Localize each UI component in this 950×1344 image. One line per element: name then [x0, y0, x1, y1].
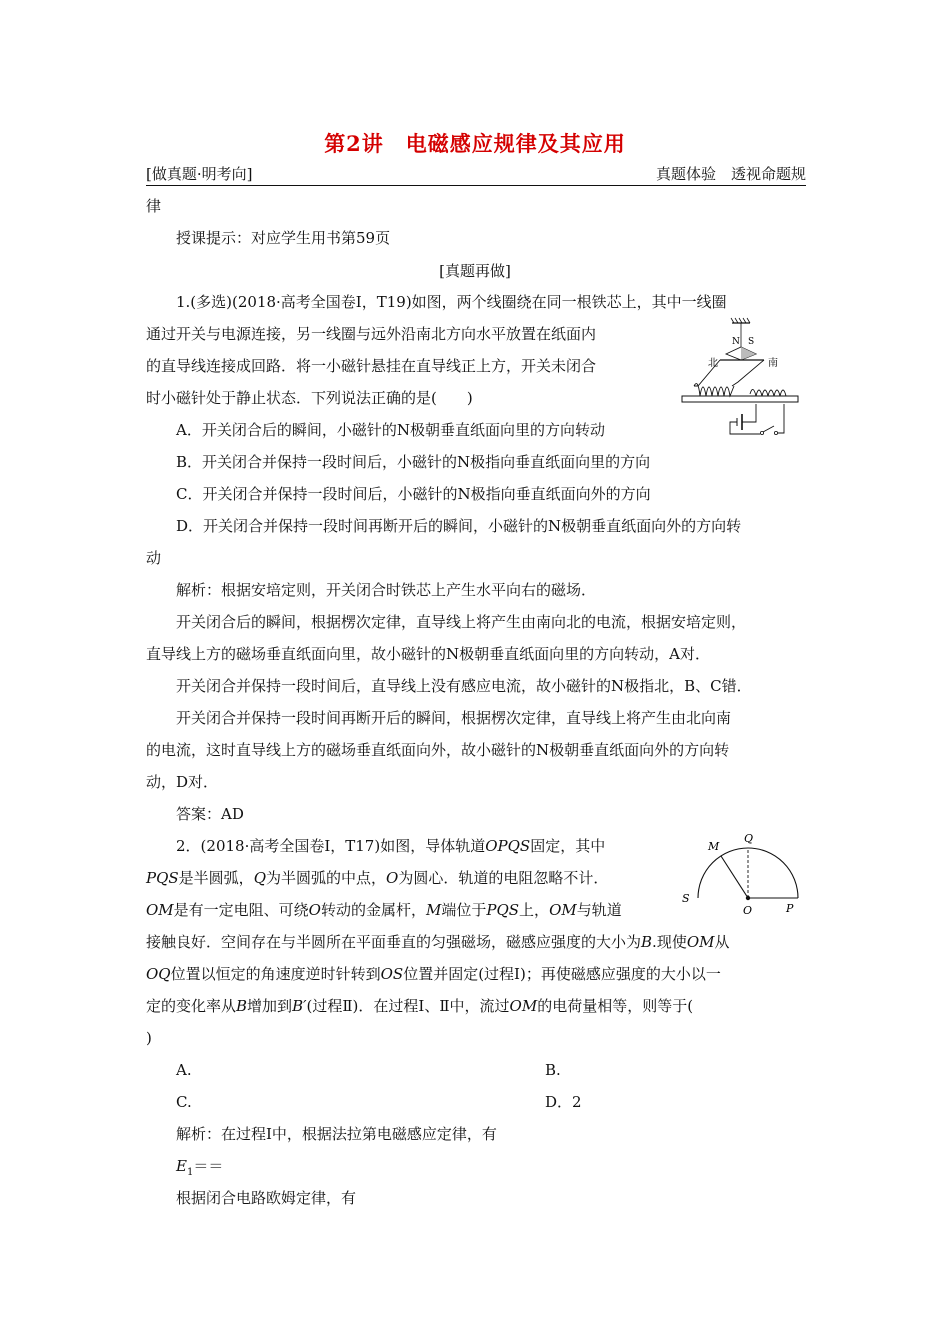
q2-stem-line3: OM是有一定电阻、可绕O转动的金属杆，M端位于PQS上，OM与轨道 [146, 901, 622, 919]
q2-stem-line4: 接触良好．空间存在与半圆所在平面垂直的匀强磁场，磁感应强度的大小为B.现使OM从 [146, 933, 730, 951]
q1-solution-3: 开关闭合并保持一段时间后，直导线上没有感应电流，故小磁针的N极指北，B、C错． [176, 677, 752, 695]
fig1-south-label: 南 [768, 358, 778, 369]
q1-stem-line4: 时小磁针处于静止状态．下列说法正确的是( ) [146, 389, 473, 407]
fig1-north-label: 北 [708, 358, 718, 369]
q2-solution-1: 解析：在过程Ⅰ中，根据法拉第电磁感应定律，有 [176, 1125, 497, 1143]
q2-stem-line7: ) [146, 1029, 152, 1047]
q1-stem-line1: 1.(多选)(2018·高考全国卷Ⅰ，T19)如图，两个线圈绕在同一根铁芯上，其中一线圈 [176, 293, 727, 311]
q1-option-a: A．开关闭合后的瞬间，小磁针的N极朝垂直纸面向里的方向转动 [176, 421, 605, 439]
q2-stem-line1: 2．(2018·高考全国卷Ⅰ，T17)如图，导体轨道OPQS固定，其中 [176, 837, 606, 855]
q1-option-d-line2: 动 [146, 549, 162, 567]
q1-option-d-line1: D．开关闭合并保持一段时间再断开后的瞬间，小磁针的N极朝垂直纸面向外的方向转 [176, 517, 742, 535]
fig1-n-label: N [732, 337, 740, 347]
hint-text: 授课提示：对应学生用书第59页 [176, 229, 391, 247]
q1-solution-2a: 开关闭合后的瞬间，根据楞次定律，直导线上将产生由南向北的电流，根据安培定则， [176, 613, 747, 631]
q1-stem-line2: 通过开关与电源连接，另一线圈与远外沿南北方向水平放置在纸面内 [146, 325, 597, 343]
q1-answer: 答案：AD [176, 805, 244, 823]
q2-stem-line2: PQS是半圆弧，Q为半圆弧的中点，O为圆心．轨道的电阻忽略不计． [146, 869, 609, 887]
q1-solution-1: 解析：根据安培定则，开关闭合时铁芯上产生水平向右的磁场． [176, 581, 597, 599]
q1-option-b: B．开关闭合并保持一段时间后，小磁针的N极指向垂直纸面向里的方向 [176, 453, 651, 471]
fig2-p-label: P [786, 902, 794, 915]
q2-figure-semicircle [676, 828, 806, 918]
fig2-m-label: M [708, 840, 720, 853]
fig1-s-label: S [748, 337, 755, 347]
q2-stem-line5: OQ位置以恒定的角速度逆时针转到OS位置并固定(过程Ⅰ)；再使磁感应强度的大小以一 [146, 965, 721, 983]
q2-solution-2: $E_1==$ [176, 1157, 224, 1178]
header-right: 真题体验 透视命题规 [655, 165, 806, 183]
q1-option-c: C．开关闭合并保持一段时间后，小磁针的N极指向垂直纸面向外的方向 [176, 485, 651, 503]
q2-option-b: B. [545, 1061, 561, 1079]
section-header [146, 163, 806, 186]
section-label: [真题再做] [439, 262, 511, 280]
q1-solution-4a: 开关闭合并保持一段时间再断开后的瞬间，根据楞次定律，直导线上将产生由北向南 [176, 709, 732, 727]
q1-figure-coil-circuit [680, 316, 815, 441]
fig2-q-label: Q [744, 832, 754, 845]
header-left: [做真题·明考向] [146, 165, 253, 183]
page-title: 第2讲 电磁感应规律及其应用 [324, 131, 626, 156]
q1-solution-2b: 直导线上方的磁场垂直纸面向里，故小磁针的N极朝垂直纸面向里的方向转动，A对． [146, 645, 710, 663]
header-wrap: 律 [146, 197, 162, 215]
q1-stem-line3: 的直导线连接成回路．将一小磁针悬挂在直导线正上方，开关未闭合 [146, 357, 597, 375]
q2-option-d: D．2 [545, 1093, 582, 1111]
q2-solution-3: 根据闭合电路欧姆定律，有 [176, 1189, 357, 1207]
fig2-o-label: O [743, 904, 753, 917]
q2-stem-line6: 定的变化率从B增加到B′(过程Ⅱ)．在过程Ⅰ、Ⅱ中，流过OM的电荷量相等，则等于( [146, 997, 694, 1015]
q1-solution-4c: 动，D对． [146, 773, 219, 791]
q2-option-a: A. [176, 1061, 192, 1079]
q2-option-c: C. [176, 1093, 192, 1111]
fig2-s-label: S [682, 892, 690, 905]
q1-solution-4b: 的电流，这时直导线上方的磁场垂直纸面向外，故小磁针的N极朝垂直纸面向外的方向转 [146, 741, 730, 759]
